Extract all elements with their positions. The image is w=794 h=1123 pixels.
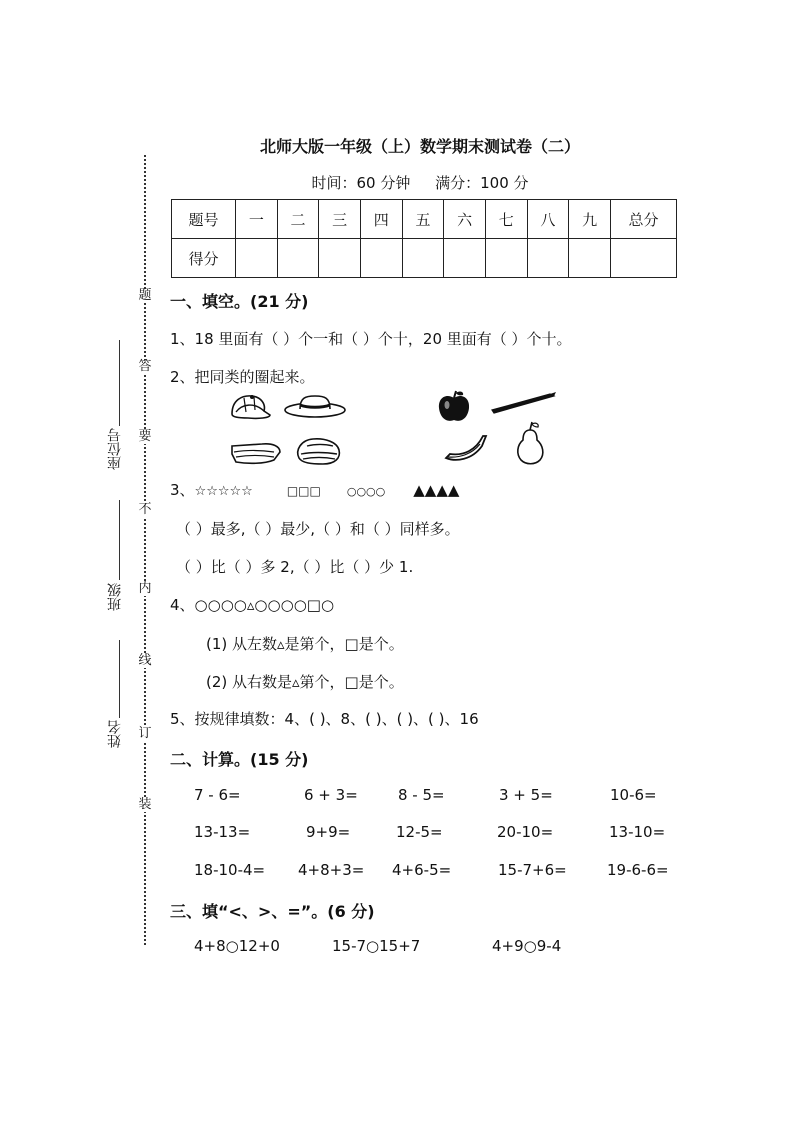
table-cell: 题号 [172,200,236,239]
question-4: 4、○○○○▵○○○○□○ [170,596,335,614]
exam-info [170,172,670,193]
name-blank [119,640,120,718]
question-5: 5、按规律填数：4、( )、8、( )、( )、( )、16 [170,710,479,728]
triangles-icon: ▲▲▲▲ [413,481,460,499]
question-1: 1、18 里面有（ ）个一和（ ）个十，20 里面有（ ）个十。 [170,330,572,348]
binding-dotted-line [144,155,146,945]
score-input-cell[interactable] [402,239,444,278]
class-blank [119,500,120,580]
seat-number-label: 座位号 [107,428,123,470]
seat-number-blank [119,340,120,426]
name-label: 姓名 [107,720,123,748]
question-4-part-2: (2) 从右数是▵第个，□是个。 [206,673,404,691]
banana-icon [442,432,490,466]
question-3-line-2: （ ）比（ ）多 2,（ ）比（ ）少 1. [176,558,414,576]
table-cell: 六 [444,200,486,239]
table-cell: 四 [360,200,402,239]
cap-icon [228,392,272,422]
seal-char: 答 [138,359,152,374]
score-table [171,199,677,278]
table-row [172,239,677,278]
score-input-cell[interactable] [277,239,319,278]
calc-item: 13-13= [194,823,251,841]
seal-char: 订 [138,726,152,741]
seal-char: 要 [138,429,152,444]
score-input-cell[interactable] [360,239,402,278]
score-input-cell[interactable] [236,239,278,278]
calc-item: 6 + 3= [304,786,358,804]
calc-item: 9+9= [306,823,351,841]
calc-item: 13-10= [609,823,666,841]
pen-icon [488,390,558,416]
table-row [172,200,677,239]
apple-icon [436,389,472,425]
question-2: 2、把同类的圈起来。 [170,368,315,386]
score-input-cell[interactable] [485,239,527,278]
table-cell: 总分 [611,200,677,239]
table-cell: 三 [319,200,361,239]
table-cell: 一 [236,200,278,239]
score-input-cell[interactable] [569,239,611,278]
section-1-heading: 一、填空。(21 分) [170,292,309,311]
circles-icon: ○○○○ [346,485,386,498]
section-3-heading: 三、填“<、>、=”。(6 分) [170,902,375,921]
page-title: 北师大版一年级（上）数学期末测试卷（二） [259,137,580,156]
table-cell: 九 [569,200,611,239]
question-4-part-1: (1) 从左数▵是第个，□是个。 [206,635,404,653]
score-input-cell[interactable] [319,239,361,278]
calc-item: 3 + 5= [499,786,553,804]
compare-item: 4+9○9-4 [492,937,562,955]
table-cell: 二 [277,200,319,239]
table-cell: 七 [485,200,527,239]
calc-item: 7 - 6= [194,786,241,804]
class-label: 班级 [107,583,123,611]
question-3-shapes [170,479,459,500]
hat-icon [283,392,347,422]
seal-char: 题 [138,288,152,303]
mitten-icon [293,434,345,468]
score-input-cell[interactable] [444,239,486,278]
compare-item: 15-7○15+7 [332,937,421,955]
table-cell: 五 [402,200,444,239]
score-input-cell[interactable] [527,239,569,278]
section-2-heading: 二、计算。(15 分) [170,750,309,769]
seal-char: 不 [138,502,152,517]
gloves-icon [228,438,284,466]
calc-item: 19-6-6= [607,861,669,879]
seal-char: 线 [138,653,152,668]
table-cell: 八 [527,200,569,239]
calc-item: 20-10= [497,823,554,841]
question-3-number: 3、 [170,481,195,499]
squares-icon: □□□ [286,484,321,498]
calc-item: 18-10-4= [194,861,266,879]
calc-item: 12-5= [396,823,443,841]
full-marks: 满分：100 分 [435,174,529,192]
calc-item: 8 - 5= [398,786,445,804]
score-input-cell[interactable] [611,239,677,278]
calc-item: 10-6= [610,786,657,804]
pear-icon [512,420,548,466]
seal-char: 装 [138,797,152,812]
compare-item: 4+8○12+0 [194,937,280,955]
calc-item: 15-7+6= [498,861,567,879]
stars-icon: ☆☆☆☆☆ [194,484,253,499]
seal-char: 内 [138,581,152,596]
calc-item: 4+6-5= [392,861,452,879]
time-limit: 时间：60 分钟 [311,174,411,192]
table-cell: 得分 [172,239,236,278]
calc-item: 4+8+3= [298,861,365,879]
question-3-line-1: （ ）最多,（ ）最少,（ ）和（ ）同样多。 [176,520,460,538]
